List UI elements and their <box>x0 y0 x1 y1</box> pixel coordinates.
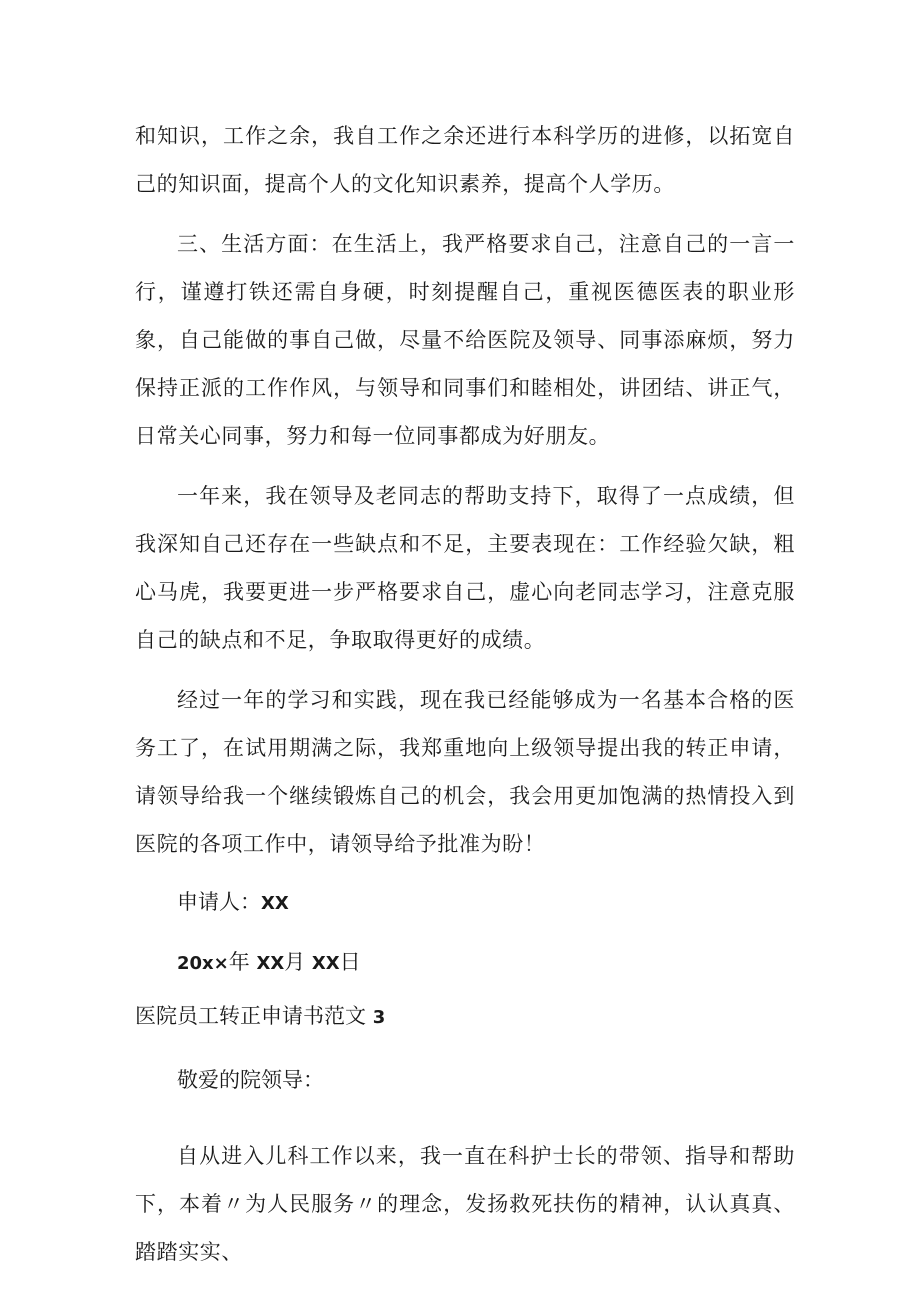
date-day-unit: 日 <box>339 950 361 974</box>
paragraph-opening: 自从进入儿科工作以来，我一直在科护士长的带领、指导和帮助下，本着〃为人民服务〃的理念，发扬救死扶伤的精神，认认真真、踏踏实实、 <box>135 1144 795 1264</box>
signature-name: XX <box>261 893 289 914</box>
paragraph-continuation: 和知识，工作之余，我自工作之余还进行本科学历的进修，以拓宽自己的知识面，提高个人的文化知识素养，提高个人学历。 <box>135 124 795 196</box>
signature-line <box>135 878 795 928</box>
salutation: 敬爱的院领导： <box>177 1068 324 1092</box>
date-year-unit: 年 <box>228 950 250 974</box>
date-month: XX <box>256 953 285 974</box>
signature-label: 申请人： <box>177 890 261 914</box>
date-line <box>135 938 795 988</box>
section-title <box>135 992 795 1042</box>
section-title-number: 3 <box>372 1007 386 1028</box>
paragraph-request: 经过一年的学习和实践，现在我已经能够成为一名基本合格的医务工了，在试用期满之际，我郑重地向上级领导提出我的转正申请，请领导给我一个继续锻炼自己的机会，我会用更加饱满的热情投入到医院的各项工作中，请领导给予批准为盼！ <box>135 688 795 856</box>
paragraph-shortcomings: 一年来，我在领导及老同志的帮助支持下，取得了一点成绩，但我深知自己还存在一些缺点和不足，主要表现在：工作经验欠缺，粗心马虎，我要更进一步严格要求自己，虚心向老同志学习，注意克服自己的缺点和不足，争取取得更好的成绩。 <box>135 484 795 652</box>
document-body <box>135 112 795 1276</box>
paragraph-life-aspect: 三、生活方面：在生活上，我严格要求自己，注意自己的一言一行，谨遵打铁还需自身硬，时刻提醒自己，重视医德医表的职业形象，自己能做的事自己做，尽量不给医院及领导、同事添麻烦，努力保持正派的工作作风，与领导和同事们和睦相处，讲团结、讲正气，日常关心同事，努力和每一位同事都成为好朋友。 <box>135 232 795 448</box>
date-year: 20x× <box>177 953 229 974</box>
date-day: XX <box>311 953 340 974</box>
section-title-text: 医院员工转正申请书范文 <box>135 1004 366 1028</box>
date-month-unit: 月 <box>284 950 306 974</box>
